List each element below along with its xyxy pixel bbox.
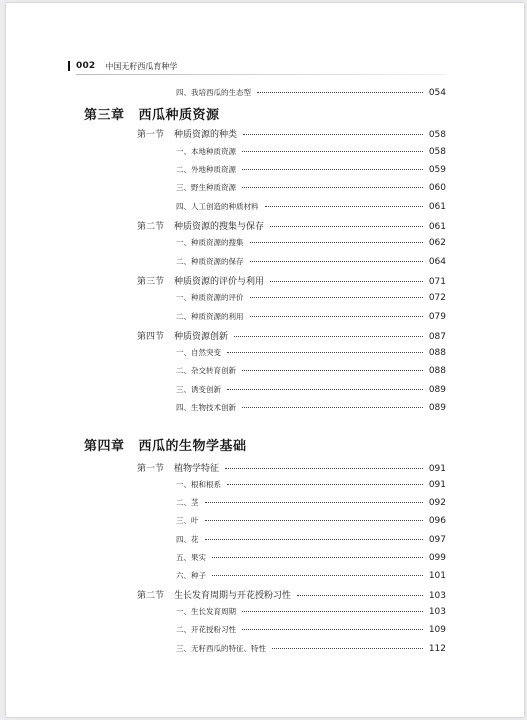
toc-section-entry[interactable] — [137, 274, 446, 287]
toc-page-number: 072 — [428, 293, 446, 303]
toc-entry-label — [176, 497, 199, 508]
toc-section-entry[interactable] — [137, 127, 446, 140]
toc-page-number: 058 — [428, 147, 446, 157]
toc-subsection-entry[interactable] — [176, 146, 446, 157]
dot-leader — [242, 183, 423, 188]
toc-subsection-entry[interactable] — [176, 87, 446, 98]
toc-entry-label — [176, 402, 236, 413]
toc-subsection-entry[interactable] — [176, 164, 446, 175]
toc-section-number: 第四节 — [137, 332, 165, 342]
toc-entry-title: 种质资源的搜集与保存 — [174, 222, 265, 232]
toc-subsection-entry[interactable] — [176, 347, 446, 358]
toc-subsection-entry[interactable] — [176, 606, 446, 617]
dot-leader — [242, 403, 423, 408]
chapter-heading — [84, 104, 220, 123]
chapter-title: 西瓜的生物学基础 — [138, 439, 247, 454]
toc-subsection-entry[interactable] — [176, 311, 446, 322]
toc-section-number: 第一节 — [137, 130, 165, 140]
header-book-title: 中国无籽西瓜育种学 — [105, 61, 178, 71]
toc-page-number: 101 — [428, 571, 446, 581]
dot-leader — [205, 535, 423, 540]
toc-subsection-entry[interactable] — [176, 515, 446, 526]
chapter-number: 第四章 — [84, 439, 125, 454]
toc-entry-title: 二、种质资源的利用 — [176, 312, 244, 321]
dot-leader — [227, 348, 423, 353]
toc-subsection-entry[interactable] — [176, 497, 446, 508]
toc-entry-title: 种质资源创新 — [174, 332, 229, 342]
toc-page-number: 092 — [428, 498, 446, 508]
toc-entry-title: 一、生长发育周期 — [176, 607, 236, 616]
dot-leader — [212, 553, 423, 558]
dot-leader — [242, 607, 423, 612]
dot-leader — [205, 498, 423, 503]
toc-entry-title: 四、花 — [176, 535, 199, 544]
toc-entry-label — [137, 274, 264, 287]
toc-entry-title: 种质资源的评价与利用 — [174, 277, 265, 287]
dot-leader — [270, 221, 423, 227]
toc-entry-label — [176, 515, 199, 526]
toc-page-number: 079 — [428, 312, 446, 322]
toc-entry-label — [176, 146, 236, 157]
toc-entry-label — [176, 479, 221, 490]
toc-entry-title: 生长发育周期与开花授粉习性 — [174, 591, 292, 601]
dot-leader — [250, 238, 423, 243]
toc-page-number: 059 — [428, 165, 446, 175]
toc-page-number: 099 — [428, 553, 446, 563]
toc-page-number: 071 — [428, 277, 446, 287]
toc-page-number: 088 — [428, 366, 446, 376]
dot-leader — [227, 480, 423, 485]
toc-entry-label — [176, 384, 221, 395]
toc-entry-title: 五、果实 — [176, 553, 206, 562]
dot-leader — [242, 165, 423, 170]
toc-entry-label — [176, 365, 236, 376]
dot-leader — [242, 366, 423, 371]
toc-page-number: 096 — [428, 516, 446, 526]
toc-section-entry[interactable] — [137, 219, 446, 232]
toc-entry-title: 二、外地种质资源 — [176, 165, 236, 174]
toc-page-number: 089 — [428, 403, 446, 413]
toc-page-number: 060 — [428, 183, 446, 193]
toc-subsection-entry[interactable] — [176, 201, 446, 212]
dot-leader — [250, 257, 423, 262]
toc-entry-label — [137, 329, 228, 342]
toc-subsection-entry[interactable] — [176, 479, 446, 490]
toc-entry-title: 六、种子 — [176, 571, 206, 580]
dot-leader — [250, 293, 423, 298]
toc-entry-title: 植物学特征 — [174, 464, 220, 474]
toc-subsection-entry[interactable] — [176, 402, 446, 413]
toc-page-number: 061 — [428, 222, 446, 232]
dot-leader — [265, 202, 423, 207]
toc-entry-title: 二、茎 — [176, 498, 199, 507]
toc-entry-title: 四、人工创造的种质材料 — [176, 202, 259, 211]
toc-subsection-entry[interactable] — [176, 292, 446, 303]
toc-section-number: 第一节 — [137, 464, 165, 474]
toc-entry-title: 二、开花授粉习性 — [176, 625, 236, 634]
toc-entry-label — [137, 219, 264, 232]
toc-entry-label — [176, 534, 199, 545]
toc-page-number: 103 — [428, 591, 446, 601]
toc-entry-title: 一、本地种质资源 — [176, 147, 236, 156]
dot-leader — [272, 644, 423, 649]
toc-subsection-entry[interactable] — [176, 237, 446, 248]
toc-entry-title: 种质资源的种类 — [174, 130, 238, 140]
toc-subsection-entry[interactable] — [176, 534, 446, 545]
toc-page-number: 089 — [428, 385, 446, 395]
toc-entry-label — [176, 347, 221, 358]
toc-entry-title: 四、我培西瓜的生态型 — [176, 88, 251, 97]
toc-subsection-entry[interactable] — [176, 182, 446, 193]
dot-leader — [205, 516, 423, 521]
running-header — [68, 60, 177, 72]
toc-entry-label — [176, 164, 236, 175]
toc-entry-label — [176, 643, 266, 654]
toc-page-number: 054 — [428, 88, 446, 98]
dot-leader — [242, 625, 423, 630]
toc-subsection-entry[interactable] — [176, 552, 446, 563]
toc-entry-label — [137, 588, 291, 601]
toc-entry-title: 三、无籽西瓜的特征、特性 — [176, 644, 266, 653]
toc-page-number: 091 — [428, 480, 446, 490]
chapter-number: 第三章 — [84, 108, 125, 123]
header-bar — [68, 61, 70, 71]
toc-page-number: 097 — [428, 535, 446, 545]
dot-leader — [250, 312, 423, 317]
toc-section-number: 第三节 — [137, 277, 165, 287]
dot-leader — [225, 463, 423, 469]
toc-entry-title: 四、生物技术创新 — [176, 403, 236, 412]
toc-section-entry[interactable] — [137, 588, 446, 601]
toc-page-number: 112 — [428, 644, 446, 654]
toc-subsection-entry[interactable] — [176, 570, 446, 581]
toc-page-number: 109 — [428, 625, 446, 635]
toc-section-entry[interactable] — [137, 461, 446, 474]
toc-subsection-entry[interactable] — [176, 643, 446, 654]
dot-leader — [234, 331, 423, 337]
toc-entry-title: 一、种质资源的评价 — [176, 293, 244, 302]
toc-entry-title: 一、自然突变 — [176, 348, 221, 357]
toc-page-number: 061 — [428, 202, 446, 212]
toc-subsection-entry[interactable] — [176, 256, 446, 267]
toc-page-number: 062 — [428, 238, 446, 248]
header-page-number: 002 — [76, 61, 96, 71]
toc-subsection-entry[interactable] — [176, 384, 446, 395]
toc-entry-title: 二、种质资源的保存 — [176, 257, 244, 266]
toc-entry-label — [176, 570, 206, 581]
toc-entry-title: 三、叶 — [176, 516, 199, 525]
toc-page-number: 091 — [428, 464, 446, 474]
dot-leader — [212, 571, 423, 576]
toc-entry-label — [176, 237, 244, 248]
dot-leader — [257, 88, 423, 93]
toc-section-number: 第二节 — [137, 591, 165, 601]
toc-entry-title: 一、种质资源的搜集 — [176, 238, 244, 247]
chapter-heading — [84, 435, 247, 454]
toc-entry-label — [176, 87, 251, 98]
toc-page-number: 058 — [428, 130, 446, 140]
toc-entry-label — [176, 624, 236, 635]
toc-page-number: 064 — [428, 257, 446, 267]
toc-entry-title: 一、根和根系 — [176, 480, 221, 489]
chapter-title: 西瓜种质资源 — [138, 108, 220, 123]
toc-subsection-entry[interactable] — [176, 365, 446, 376]
toc-entry-label — [176, 182, 236, 193]
header-rule — [76, 74, 446, 75]
toc-entry-label — [176, 292, 244, 303]
toc-page-number: 088 — [428, 348, 446, 358]
dot-leader — [227, 385, 423, 390]
toc-entry-title: 三、诱变创新 — [176, 385, 221, 394]
toc-entry-title: 三、野生种质资源 — [176, 183, 236, 192]
toc-entry-label — [137, 127, 237, 140]
toc-subsection-entry[interactable] — [176, 624, 446, 635]
toc-entry-label — [176, 311, 244, 322]
toc-entry-label — [176, 201, 259, 212]
toc-section-entry[interactable] — [137, 329, 446, 342]
toc-page-number: 087 — [428, 332, 446, 342]
dot-leader — [242, 147, 423, 152]
toc-page-number: 103 — [428, 607, 446, 617]
toc-entry-title: 二、杂交转育创新 — [176, 366, 236, 375]
dot-leader — [297, 590, 423, 596]
toc-entry-label — [137, 461, 219, 474]
toc-entry-label — [176, 552, 206, 563]
toc-entry-label — [176, 606, 236, 617]
toc-section-number: 第二节 — [137, 222, 165, 232]
toc-entry-label — [176, 256, 244, 267]
dot-leader — [243, 129, 423, 135]
dot-leader — [270, 276, 423, 282]
